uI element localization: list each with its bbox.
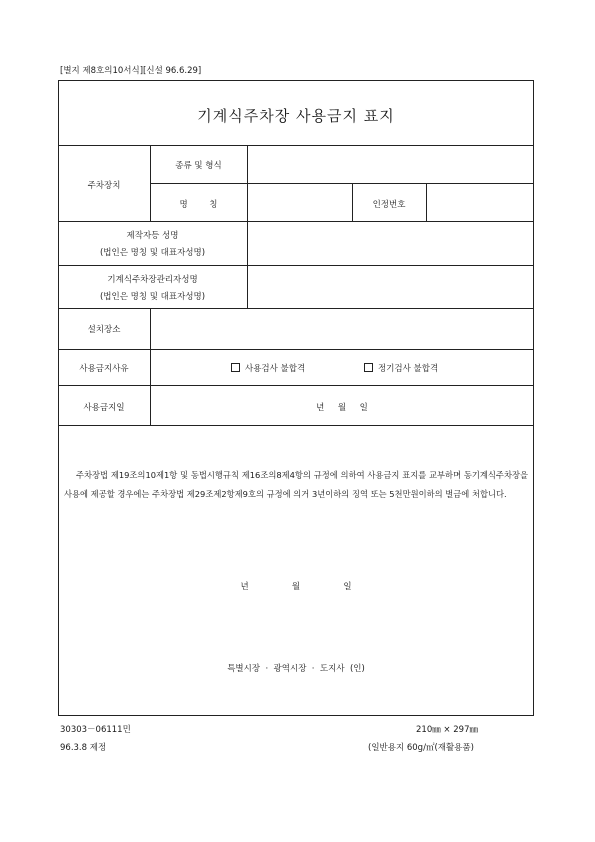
manager-input[interactable]: [248, 266, 533, 307]
name-input[interactable]: [248, 184, 351, 220]
location-input[interactable]: [151, 309, 533, 348]
rule-reason-bottom: [58, 385, 534, 386]
form-code: 30303－06111민: [60, 725, 131, 735]
option-usage-inspection[interactable]: [231, 362, 305, 374]
rule-location-bottom: [58, 349, 534, 350]
prohibition-date-label: 사용금지일: [83, 403, 125, 413]
issuer-signature-line: 특별시장 · 광역시장 · 도지사 (인): [227, 664, 365, 674]
location-label: 설치장소: [87, 325, 121, 335]
option-usage-inspection-label: 사용검사 불합격: [245, 364, 306, 374]
manager-sublabel: (법인은 명칭 및 대표자성명): [99, 292, 206, 302]
prohibition-date-value[interactable]: 년 월 일: [316, 403, 368, 413]
issue-date[interactable]: 년 월 일: [240, 582, 352, 592]
checkbox-usage-inspection[interactable]: [231, 363, 240, 372]
cert-number-input[interactable]: [427, 184, 533, 220]
option-periodic-inspection[interactable]: [364, 362, 438, 374]
rule-date-bottom: [58, 425, 534, 426]
paper-size: 210㎜ × 297㎜: [416, 725, 478, 735]
parking-device-label: 주차장치: [87, 181, 121, 191]
type-label: 종류 및 형식: [175, 161, 222, 171]
notice-paragraph: 주차장법 제19조의10제1항 및 동법시행규칙 제16조의8제4항의 규정에 의하여 사용금지 표지를 교부하며 동기계식주차장을 사용에 제공할 경우에는 주차장법 제29조제2항제9호의 규정에 의거 3년이하의 징역 또는 5천만원이하의 벌금에 처합니다.: [64, 470, 528, 499]
option-periodic-inspection-label: 정기검사 불합격: [378, 364, 439, 374]
paper-spec: (일반용지 60g/㎡(재활용품): [368, 743, 474, 753]
reason-label: 사용금지사유: [79, 364, 129, 374]
name-label: 명 칭: [179, 200, 218, 210]
type-input[interactable]: [248, 146, 533, 182]
cert-number-label: 인정번호: [372, 200, 406, 210]
manager-label: 기계식주차장관리자성명: [107, 275, 198, 285]
form-title: 기계식주차장 사용금지 표지: [197, 107, 395, 125]
manufacturer-label: 제작자등 성명: [126, 231, 179, 241]
enactment-date: 96.3.8 제정: [60, 743, 107, 753]
manufacturer-input[interactable]: [248, 222, 533, 264]
manufacturer-sublabel: (법인은 명칭 및 대표자성명): [99, 248, 206, 258]
form-reference: [별지 제8호의10서식][신설 96.6.29]: [60, 66, 202, 76]
checkbox-periodic-inspection[interactable]: [364, 363, 373, 372]
